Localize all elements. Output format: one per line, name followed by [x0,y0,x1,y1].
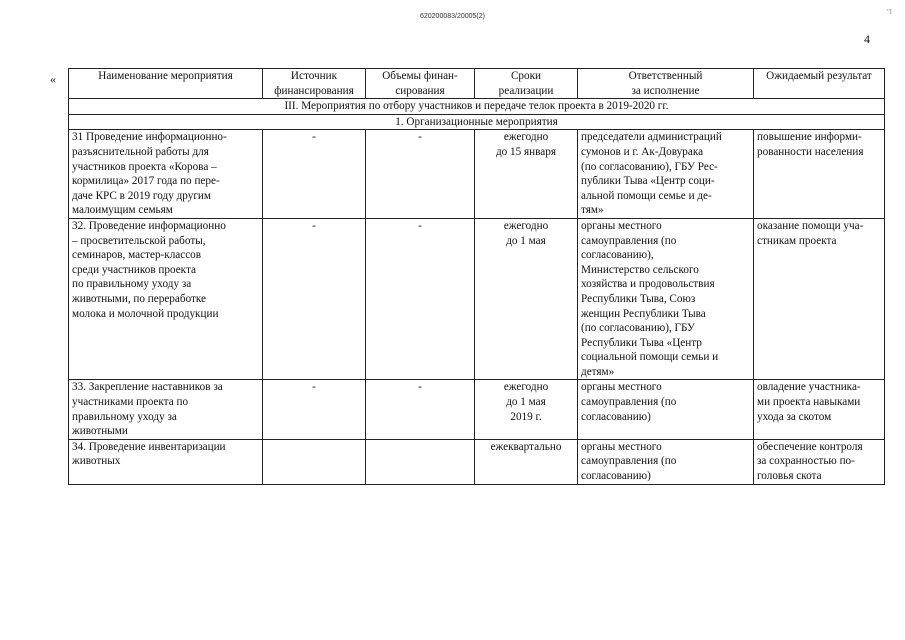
column-header-volume: Объемы финан- сирования [366,69,475,99]
expected-result-cell: оказание помощи уча- стникам проекта [754,218,885,380]
measure-name-cell: 32. Проведение информационно – просветительской работы, семинаров, мастер-классов среди участников проекта по правильному уходу за животными, по переработке молока и молочной продукции [69,218,263,380]
funding-source-cell: - [263,218,366,380]
funding-source-cell: - [263,380,366,439]
funding-volume-cell: - [366,380,475,439]
responsible-cell: председатели администраций сумонов и г. Ак-Довурака (по согласованию), ГБУ Рес- публики Тыва «Центр соци- альной помощи семье и де- тям» [578,130,754,219]
column-header-source: Источник финансирования [263,69,366,99]
table-row [69,380,885,439]
table-row [69,439,885,484]
section-title-row [69,99,885,115]
responsible-cell: органы местного самоуправления (по согласованию) [578,380,754,439]
table-header-row [69,69,885,99]
measure-name-cell: 33. Закрепление наставников за участниками проекта по правильному уходу за животными [69,380,263,439]
column-header-name: Наименование мероприятия [69,69,263,99]
responsible-cell: органы местного самоуправления (по согласованию), Министерство сельского хозяйства и продовольствия Республики Тыва, Союз женщин Республики Тыва (по согласованию), ГБУ Республики Тыва «Центр социальной помощи семьи и детям» [578,218,754,380]
page-number: 4 [864,32,870,46]
funding-source-cell [263,439,366,484]
measure-name-cell: 31 Проведение информационно- разъяснительной работы для участников проекта «Корова – кормилица» 2017 года по пере- даче КРС в 2019 году другим малоимущим семьям [69,130,263,219]
opening-quote-mark: « [50,72,56,86]
funding-volume-cell: - [366,130,475,219]
deadline-cell: ежегодно до 1 мая 2019 г. [475,380,578,439]
subsection-title: 1. Организационные мероприятия [69,114,885,130]
table-row [69,218,885,380]
subsection-title-row [69,114,885,130]
funding-source-cell: - [263,130,366,219]
deadline-cell: ежегодно до 1 мая [475,218,578,380]
section-title: III. Мероприятия по отбору участников и передаче телок проекта в 2019-2020 гг. [69,99,885,115]
funding-volume-cell: - [366,218,475,380]
corner-mark: "l [887,8,892,16]
table-row [69,130,885,219]
column-header-result: Ожидаемый результат [754,69,885,99]
funding-volume-cell [366,439,475,484]
responsible-cell: органы местного самоуправления (по согласованию) [578,439,754,484]
document-id: 620200083/20005(2) [419,13,485,20]
measure-name-cell: 34. Проведение инвентаризации животных [69,439,263,484]
expected-result-cell: овладение участника- ми проекта навыками ухода за скотом [754,380,885,439]
deadline-cell: ежегодно до 15 января [475,130,578,219]
deadline-cell: ежеквартально [475,439,578,484]
measures-table [68,68,885,485]
expected-result-cell: обеспечение контроля за сохранностью по- головья скота [754,439,885,484]
expected-result-cell: повышение информи- рованности населения [754,130,885,219]
column-header-responsible: Ответственный за исполнение [578,69,754,99]
column-header-deadline: Сроки реализации [475,69,578,99]
